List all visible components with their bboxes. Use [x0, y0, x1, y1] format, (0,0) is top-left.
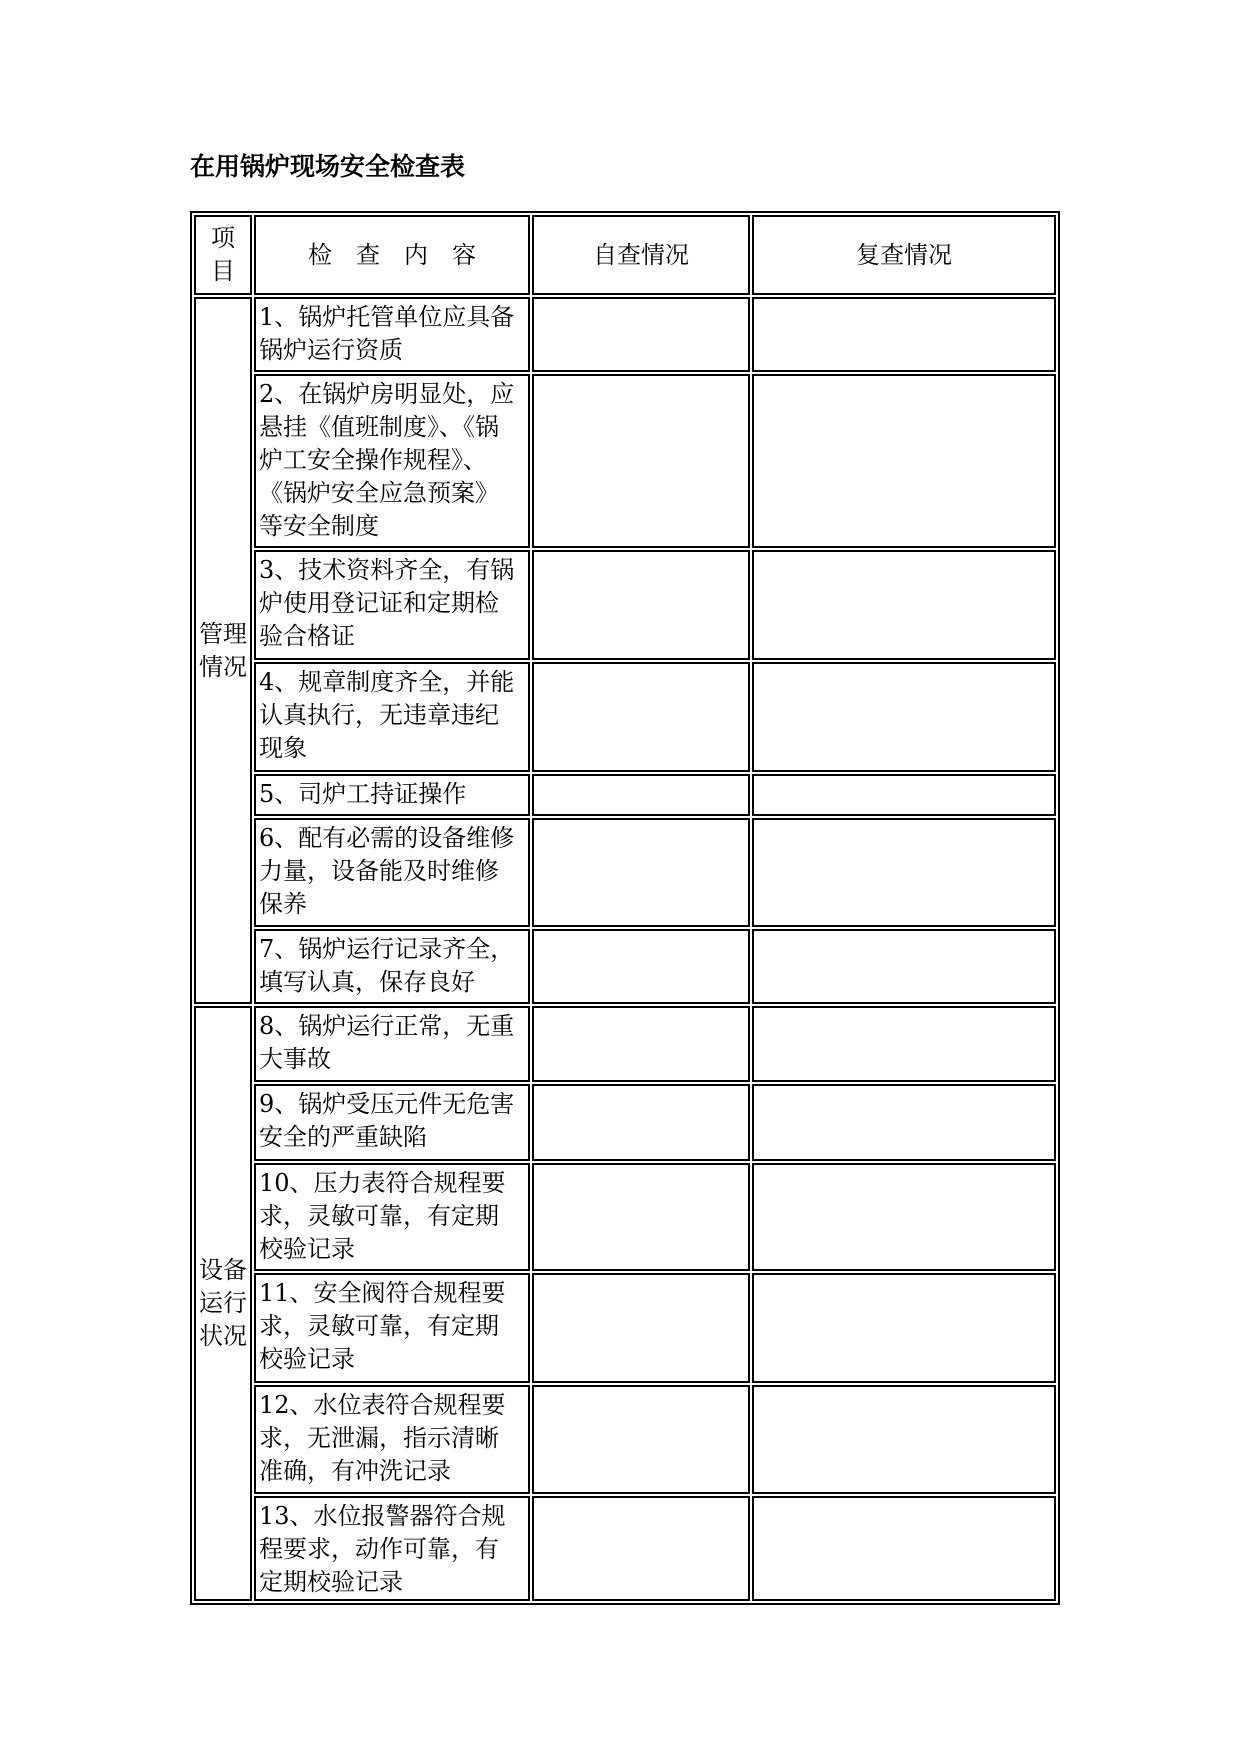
item-content: 2、在锅炉房明显处，应悬挂《值班制度》、《锅炉工安全操作规程》、《锅炉安全应急预案》等安全制度 [254, 374, 530, 548]
item-content: 1、锅炉托管单位应具备锅炉运行资质 [254, 297, 530, 372]
table-row [194, 662, 1056, 772]
self-check-cell [532, 929, 750, 1004]
table-row [194, 929, 1056, 1004]
item-content: 13、水位报警器符合规程要求，动作可靠，有定期校验记录 [254, 1496, 530, 1601]
group-label-equipment: 设备运行状况 [194, 1006, 252, 1601]
table-row [194, 374, 1056, 548]
recheck-cell [752, 1496, 1056, 1601]
recheck-cell [752, 774, 1056, 816]
header-category [194, 215, 252, 295]
self-check-cell [532, 297, 750, 372]
self-check-cell [532, 1163, 750, 1271]
recheck-cell [752, 1084, 1056, 1161]
item-content: 9、锅炉受压元件无危害安全的严重缺陷 [254, 1084, 530, 1161]
header-content: 检 查 内 容 [254, 215, 530, 295]
self-check-cell [532, 1496, 750, 1601]
recheck-cell [752, 1006, 1056, 1082]
item-content: 6、配有必需的设备维修力量，设备能及时维修保养 [254, 818, 530, 927]
group-label-management: 管理情况 [194, 297, 252, 1004]
recheck-cell [752, 374, 1056, 548]
recheck-cell [752, 550, 1056, 660]
header-recheck: 复查情况 [752, 215, 1056, 295]
header-category-label: 项目 [211, 224, 235, 285]
item-content: 5、司炉工持证操作 [254, 774, 530, 816]
table-row [194, 297, 1056, 372]
header-self-check: 自查情况 [532, 215, 750, 295]
table-row [194, 1496, 1056, 1601]
self-check-cell [532, 774, 750, 816]
self-check-cell [532, 818, 750, 927]
table-row [194, 818, 1056, 927]
recheck-cell [752, 1385, 1056, 1494]
item-content: 12、水位表符合规程要求，无泄漏，指示清晰准确，有冲洗记录 [254, 1385, 530, 1494]
table-row [194, 1273, 1056, 1383]
page-title: 在用锅炉现场安全检查表 [190, 152, 466, 181]
self-check-cell [532, 1273, 750, 1383]
recheck-cell [752, 1163, 1056, 1271]
table-row [194, 550, 1056, 660]
item-content: 8、锅炉运行正常，无重大事故 [254, 1006, 530, 1082]
recheck-cell [752, 1273, 1056, 1383]
item-content: 11、安全阀符合规程要求，灵敏可靠，有定期校验记录 [254, 1273, 530, 1383]
header-row [194, 215, 1056, 295]
item-content: 4、规章制度齐全，并能认真执行，无违章违纪现象 [254, 662, 530, 772]
item-content: 3、技术资料齐全，有锅炉使用登记证和定期检验合格证 [254, 550, 530, 660]
inspection-table [190, 211, 1060, 1605]
table-row [194, 1006, 1056, 1082]
table-row [194, 774, 1056, 816]
recheck-cell [752, 662, 1056, 772]
self-check-cell [532, 1006, 750, 1082]
self-check-cell [532, 1385, 750, 1494]
self-check-cell [532, 374, 750, 548]
self-check-cell [532, 1084, 750, 1161]
table-row [194, 1084, 1056, 1161]
recheck-cell [752, 929, 1056, 1004]
self-check-cell [532, 550, 750, 660]
self-check-cell [532, 662, 750, 772]
recheck-cell [752, 818, 1056, 927]
table-row [194, 1385, 1056, 1494]
recheck-cell [752, 297, 1056, 372]
item-content: 7、锅炉运行记录齐全，填写认真，保存良好 [254, 929, 530, 1004]
table-row [194, 1163, 1056, 1271]
item-content: 10、压力表符合规程要求，灵敏可靠，有定期校验记录 [254, 1163, 530, 1271]
